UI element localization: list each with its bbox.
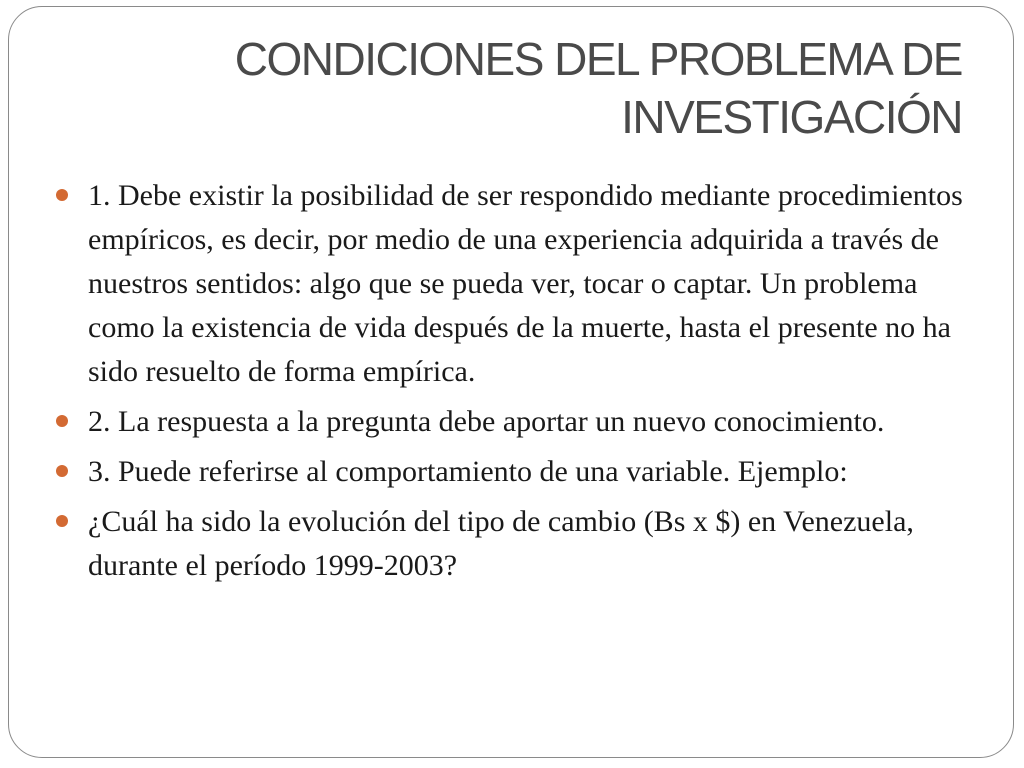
bullet-item: [54, 500, 974, 588]
bullet-dot-icon: [56, 189, 68, 201]
bullet-list: [54, 174, 974, 594]
bullet-text: 1. Debe existir la posibilidad de ser respondido mediante procedimientos empíricos, es decir, por medio de una experiencia adquirida a través de nuestros sentidos: algo que se pueda ver, tocar o captar. Un problema como la existencia de vida después de la muerte, hasta el presente no ha sido resuelto de forma empírica.: [88, 179, 963, 388]
bullet-dot-icon: [56, 515, 68, 527]
slide-title-line-1: CONDICIONES DEL PROBLEMA DE: [234, 33, 962, 85]
slide-title-line-2: INVESTIGACIÓN: [621, 91, 962, 143]
bullet-text: ¿Cuál ha sido la evolución del tipo de cambio (Bs x $) en Venezuela, durante el período 1999-2003?: [88, 505, 914, 582]
bullet-item: [54, 400, 974, 444]
bullet-item: [54, 450, 974, 494]
slide-title: [162, 30, 962, 146]
bullet-text: 2. La respuesta a la pregunta debe aportar un nuevo conocimiento.: [88, 405, 885, 438]
bullet-text: 3. Puede referirse al comportamiento de una variable. Ejemplo:: [88, 455, 848, 488]
bullet-dot-icon: [56, 465, 68, 477]
bullet-dot-icon: [56, 415, 68, 427]
bullet-item: [54, 174, 974, 394]
